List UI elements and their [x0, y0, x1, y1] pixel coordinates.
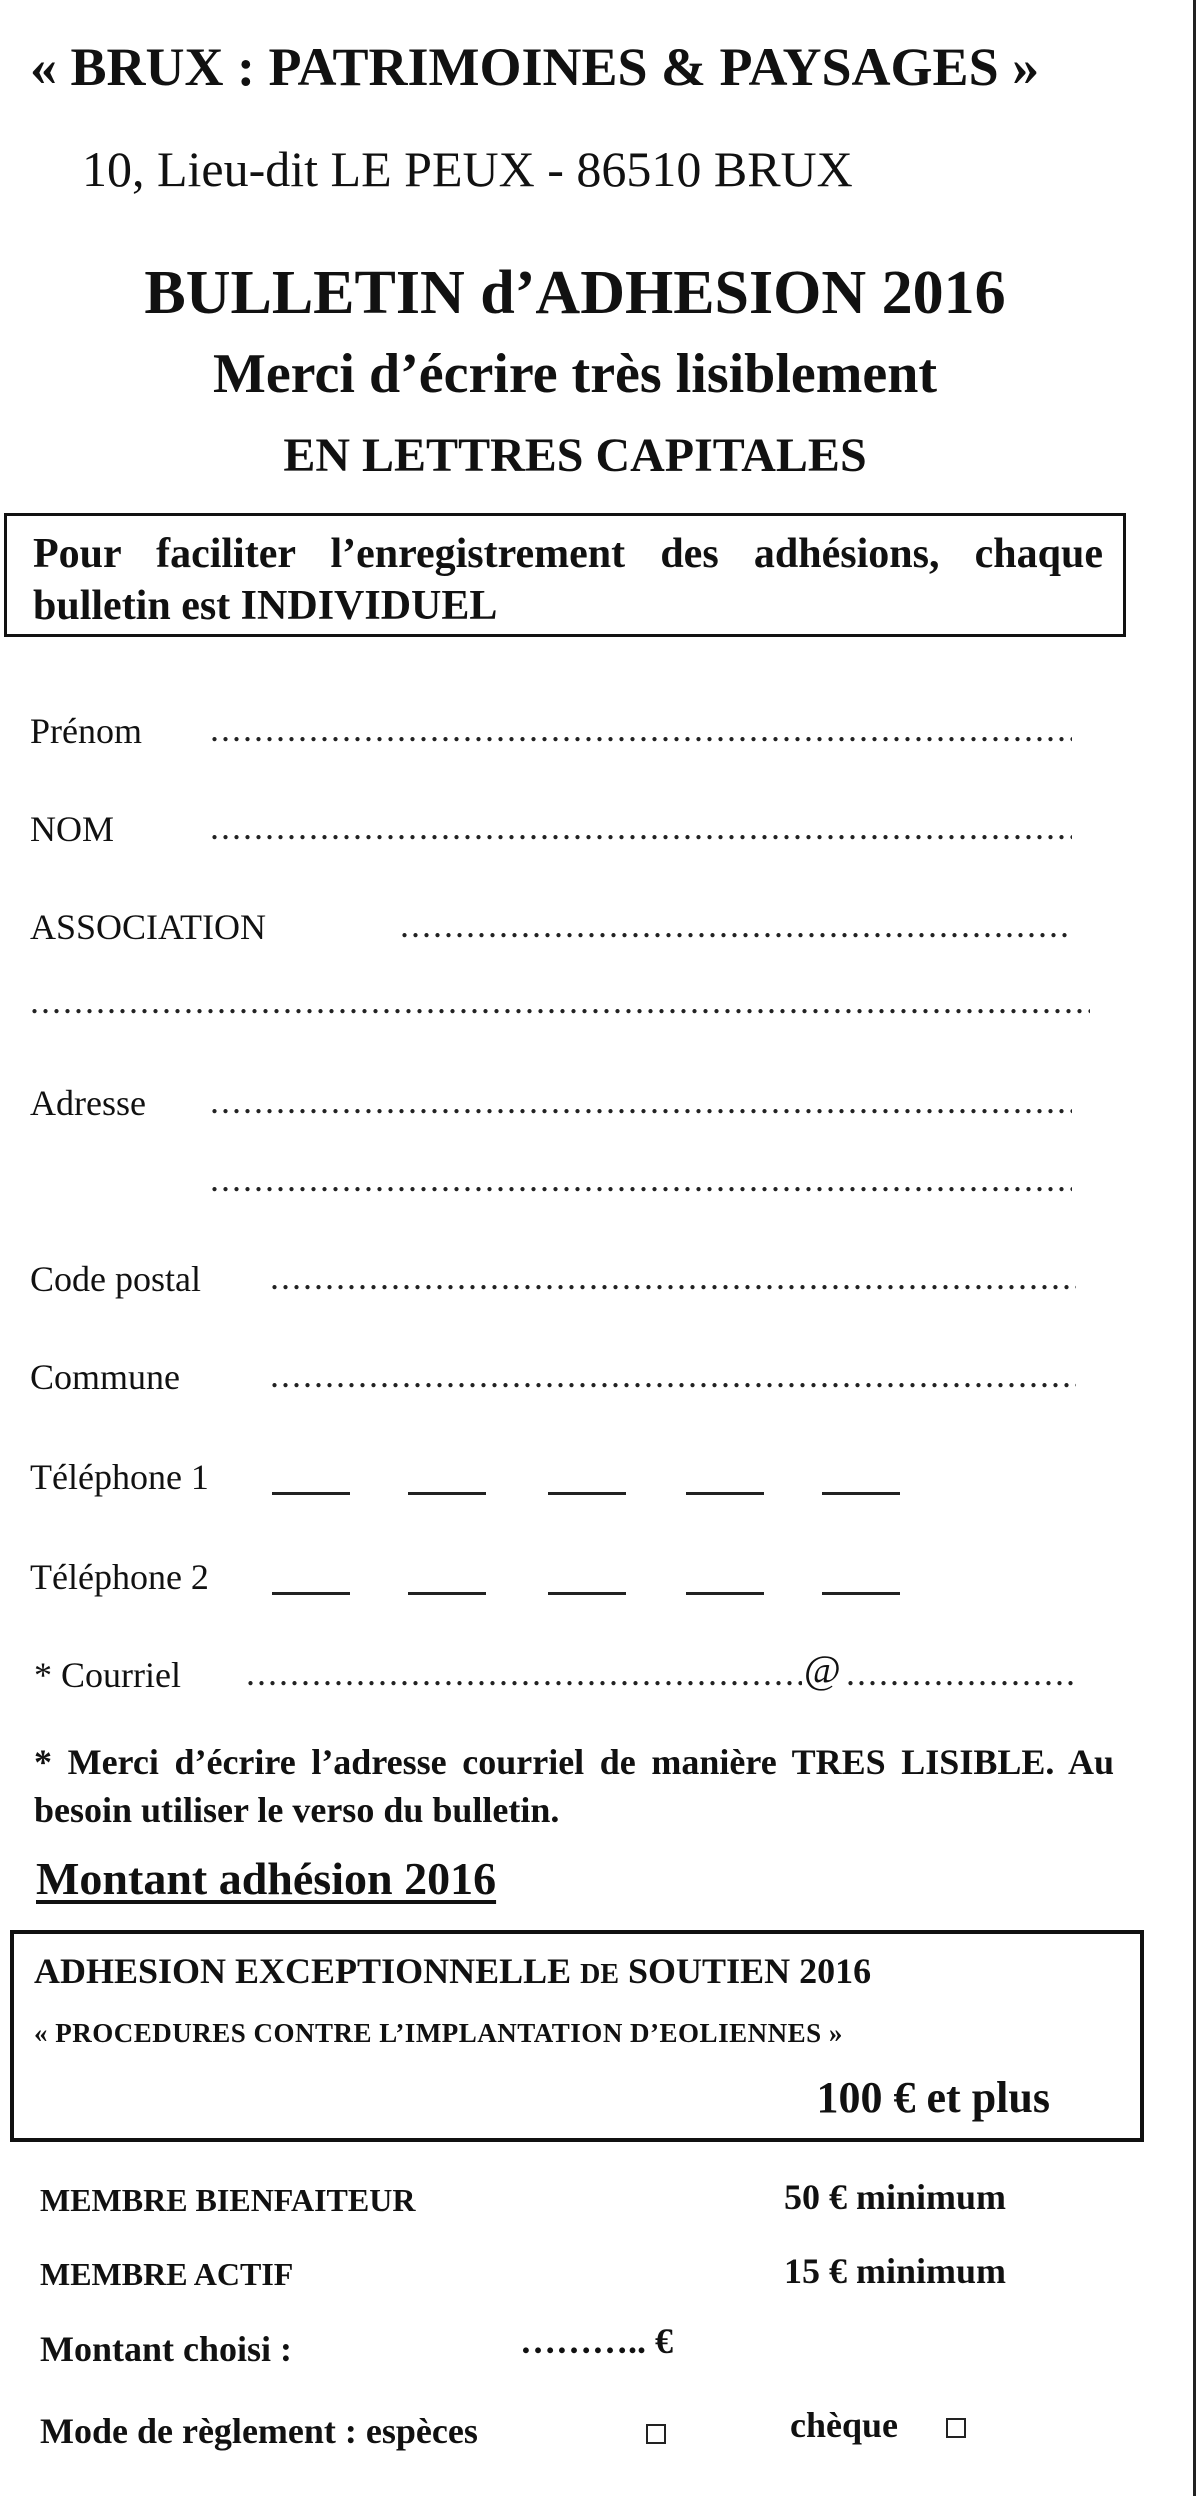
- support-title-part3: SOUTIEN 2016: [628, 1951, 872, 1991]
- telephone1-digits-5[interactable]: [822, 1492, 900, 1495]
- telephone1-digits-2[interactable]: [408, 1492, 486, 1495]
- telephone1-label: Téléphone 1: [30, 1457, 209, 1497]
- telephone2-digits-3[interactable]: [548, 1592, 626, 1595]
- telephone2-digits-4[interactable]: [686, 1592, 764, 1595]
- support-title-part1: ADHESION EXCEPTIONNELLE: [34, 1951, 572, 1991]
- support-membership-box: [10, 1930, 1144, 2142]
- code-postal-field[interactable]: [270, 1256, 1076, 1296]
- bulletin-subtitle-capitals: EN LETTRES CAPITALES: [283, 429, 867, 482]
- support-title-part2: DE: [580, 1959, 620, 1990]
- association-name: « BRUX : PATRIMOINES & PAYSAGES »: [30, 37, 1040, 97]
- chosen-amount-field[interactable]: ……….. €: [520, 2321, 673, 2361]
- member-active-price: 15 € minimum: [784, 2251, 1007, 2291]
- telephone2-digits-1[interactable]: [272, 1592, 350, 1595]
- scan-edge-line: [1193, 0, 1196, 2496]
- cheque-checkbox[interactable]: [946, 2418, 966, 2438]
- bulletin-subtitle-legibility: Merci d’écrire très lisiblement: [212, 343, 938, 405]
- courriel-domain-field[interactable]: [846, 1652, 1076, 1692]
- nom-label: NOM: [30, 809, 115, 849]
- adresse-label: Adresse: [30, 1083, 146, 1123]
- nom-field[interactable]: [210, 806, 1072, 846]
- association-field[interactable]: [400, 904, 1072, 944]
- association-label: ASSOCIATION: [30, 907, 267, 947]
- amount-section-title: Montant adhésion 2016: [36, 1853, 497, 1904]
- association-field-line2[interactable]: [30, 980, 1090, 1020]
- adresse-field[interactable]: [210, 1080, 1072, 1120]
- telephone1-digits-1[interactable]: [272, 1492, 350, 1495]
- support-membership-title: [34, 1950, 871, 1992]
- member-benefactor-price: 50 € minimum: [784, 2177, 1007, 2217]
- individual-notice-text: Pour faciliter l’enregistrement des adhésions, chaque bulletin est INDIVIDUEL: [33, 531, 1103, 629]
- telephone1-digits-3[interactable]: [548, 1492, 626, 1495]
- member-benefactor-label: MEMBRE BIENFAITEUR: [40, 2182, 416, 2218]
- individual-notice-box: [4, 513, 1126, 637]
- telephone2-label: Téléphone 2: [30, 1557, 209, 1597]
- at-sign: @: [804, 1647, 841, 1692]
- association-address: 10, Lieu-dit LE PEUX - 86510 BRUX: [82, 141, 853, 197]
- prenom-label: Prénom: [30, 711, 142, 751]
- support-membership-subtitle: « PROCEDURES CONTRE L’IMPLANTATION D’EOLIENNES »: [34, 2018, 843, 2048]
- cheque-label: chèque: [790, 2405, 898, 2445]
- telephone1-digits-4[interactable]: [686, 1492, 764, 1495]
- commune-field[interactable]: [270, 1354, 1076, 1394]
- code-postal-label: Code postal: [30, 1259, 201, 1299]
- chosen-amount-label: Montant choisi :: [40, 2329, 292, 2369]
- bulletin-title: BULLETIN d’ADHESION 2016: [144, 259, 1006, 327]
- courriel-local-field[interactable]: [246, 1652, 802, 1692]
- email-legibility-note: * Merci d’écrire l’adresse courriel de manière TRES LISIBLE. Au besoin utiliser le verso du bulletin.: [34, 1742, 1114, 1830]
- telephone2-digits-5[interactable]: [822, 1592, 900, 1595]
- commune-label: Commune: [30, 1357, 180, 1397]
- cash-checkbox[interactable]: [646, 2424, 666, 2444]
- prenom-field[interactable]: [210, 708, 1072, 748]
- telephone2-digits-2[interactable]: [408, 1592, 486, 1595]
- member-active-label: MEMBRE ACTIF: [40, 2256, 294, 2292]
- adresse-field-line2[interactable]: [210, 1158, 1072, 1198]
- courriel-label: * Courriel: [34, 1655, 181, 1695]
- payment-mode-label: Mode de règlement : espèces: [40, 2411, 478, 2451]
- support-membership-price: 100 € et plus: [816, 2073, 1050, 2122]
